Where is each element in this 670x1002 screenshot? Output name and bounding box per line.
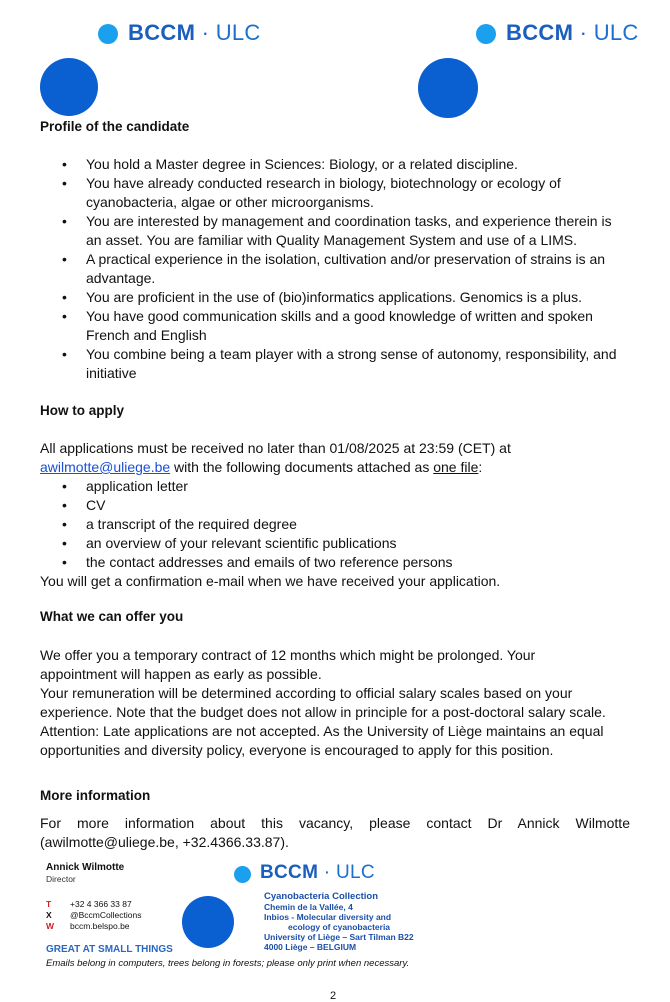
- print-note: Emails belong in computers, trees belong in forests; please only print when necessary.: [46, 958, 410, 969]
- confirmation-text: You will get a confirmation e-mail when we have received your application.: [40, 573, 501, 589]
- apply-intro: All applications must be received no later than 01/08/2025 at 23:59 (CET) at awilmotte@uliege.be with the following documents attached as one file:: [40, 440, 511, 475]
- signature-web: W bccm.belspo.be: [46, 921, 130, 931]
- logo-large-dot-icon: [40, 58, 98, 116]
- logo-small-dot-icon: [98, 24, 118, 44]
- list-item: • application letter: [40, 477, 630, 496]
- phone-icon: T: [46, 899, 52, 909]
- logo-wordmark: BCCM · ULC: [128, 20, 261, 45]
- page-number: 2: [330, 990, 337, 1002]
- offer-paragraph: We offer you a temporary contract of 12 months which might be prolonged. Your appointment will happen as early as possible.: [40, 647, 536, 682]
- list-item: • A practical experience in the isolation, cultivation and/or preservation of strains is an advantage.: [40, 250, 630, 288]
- list-item: • You combine being a team player with a strong sense of autonomy, responsibility, and initiative: [40, 345, 630, 383]
- list-item: • You are interested by management and coordination tasks, and experience therein is an asset. You are familiar with Quality Management System and use of a LIMS.: [40, 212, 630, 250]
- apply-email-link[interactable]: awilmotte@uliege.be: [40, 459, 171, 475]
- signature-role: Director: [46, 874, 76, 884]
- list-item: • an overview of your relevant scientific publications: [40, 534, 630, 553]
- web-icon: W: [46, 921, 55, 931]
- signature-phone: T +32 4 366 33 87: [46, 899, 132, 909]
- more-info-text: For more information about this vacancy, please contact Dr Annick Wilmotte (awilmotte@uliege.be, +32.4366.33.87).: [40, 815, 630, 850]
- profile-heading: Profile of the candidate: [40, 119, 190, 134]
- bccm-ulc-logo-right: [412, 14, 670, 129]
- logo-small-dot-icon: [234, 866, 251, 883]
- signature-slogan: GREAT AT SMALL THINGS: [46, 944, 173, 955]
- bccm-ulc-logo-left: [36, 14, 296, 129]
- logo-large-dot-icon: [418, 58, 478, 118]
- one-file-text: one file: [433, 459, 479, 475]
- email-signature: [46, 862, 446, 972]
- how-to-apply-heading: How to apply: [40, 403, 124, 418]
- signature-x: X @BccmCollections: [46, 910, 142, 920]
- logo-wordmark: BCCM · ULC: [506, 20, 639, 45]
- remuneration-paragraph: Your remuneration will be determined according to official salary scales based on your experience. Note that the budget does not allow in principle for a post-doctoral salary scale.: [40, 685, 606, 720]
- list-item: • You have good communication skills and a good knowledge of written and spoken French and English: [40, 307, 630, 345]
- attention-paragraph: Attention: Late applications are not accepted. As the University of Liège maintains an equal opportunities and diversity policy, everyone is encouraged to apply for this position.: [40, 723, 604, 758]
- profile-list: [40, 155, 630, 383]
- signature-name: Annick Wilmotte: [46, 862, 125, 873]
- list-item: • You are proficient in the use of (bio)informatics applications. Genomics is a plus.: [40, 288, 630, 307]
- list-item: • You have already conducted research in biology, biotechnology or ecology of cyanobacteria, algae or other microorganisms.: [40, 174, 630, 212]
- x-logo-icon: X: [46, 910, 52, 920]
- list-item: • a transcript of the required degree: [40, 515, 630, 534]
- offer-heading: What we can offer you: [40, 609, 184, 624]
- logo-wordmark: BCCM · ULC: [260, 862, 375, 883]
- list-item: • CV: [40, 496, 630, 515]
- logo-large-dot-icon: [182, 896, 234, 948]
- logo-small-dot-icon: [476, 24, 496, 44]
- documents-list: [40, 477, 630, 572]
- signature-address: Cyanobacteria Collection Chemin de la Vallée, 4 Inbios - Molecular diversity and ecology of cyanobacteria University of Liège – Sart Tilman B22 4000 Liège – BELGIUM: [264, 891, 414, 952]
- list-item: • the contact addresses and emails of two reference persons: [40, 553, 630, 572]
- list-item: • You hold a Master degree in Sciences: Biology, or a related discipline.: [40, 155, 630, 174]
- more-info-heading: More information: [40, 788, 151, 803]
